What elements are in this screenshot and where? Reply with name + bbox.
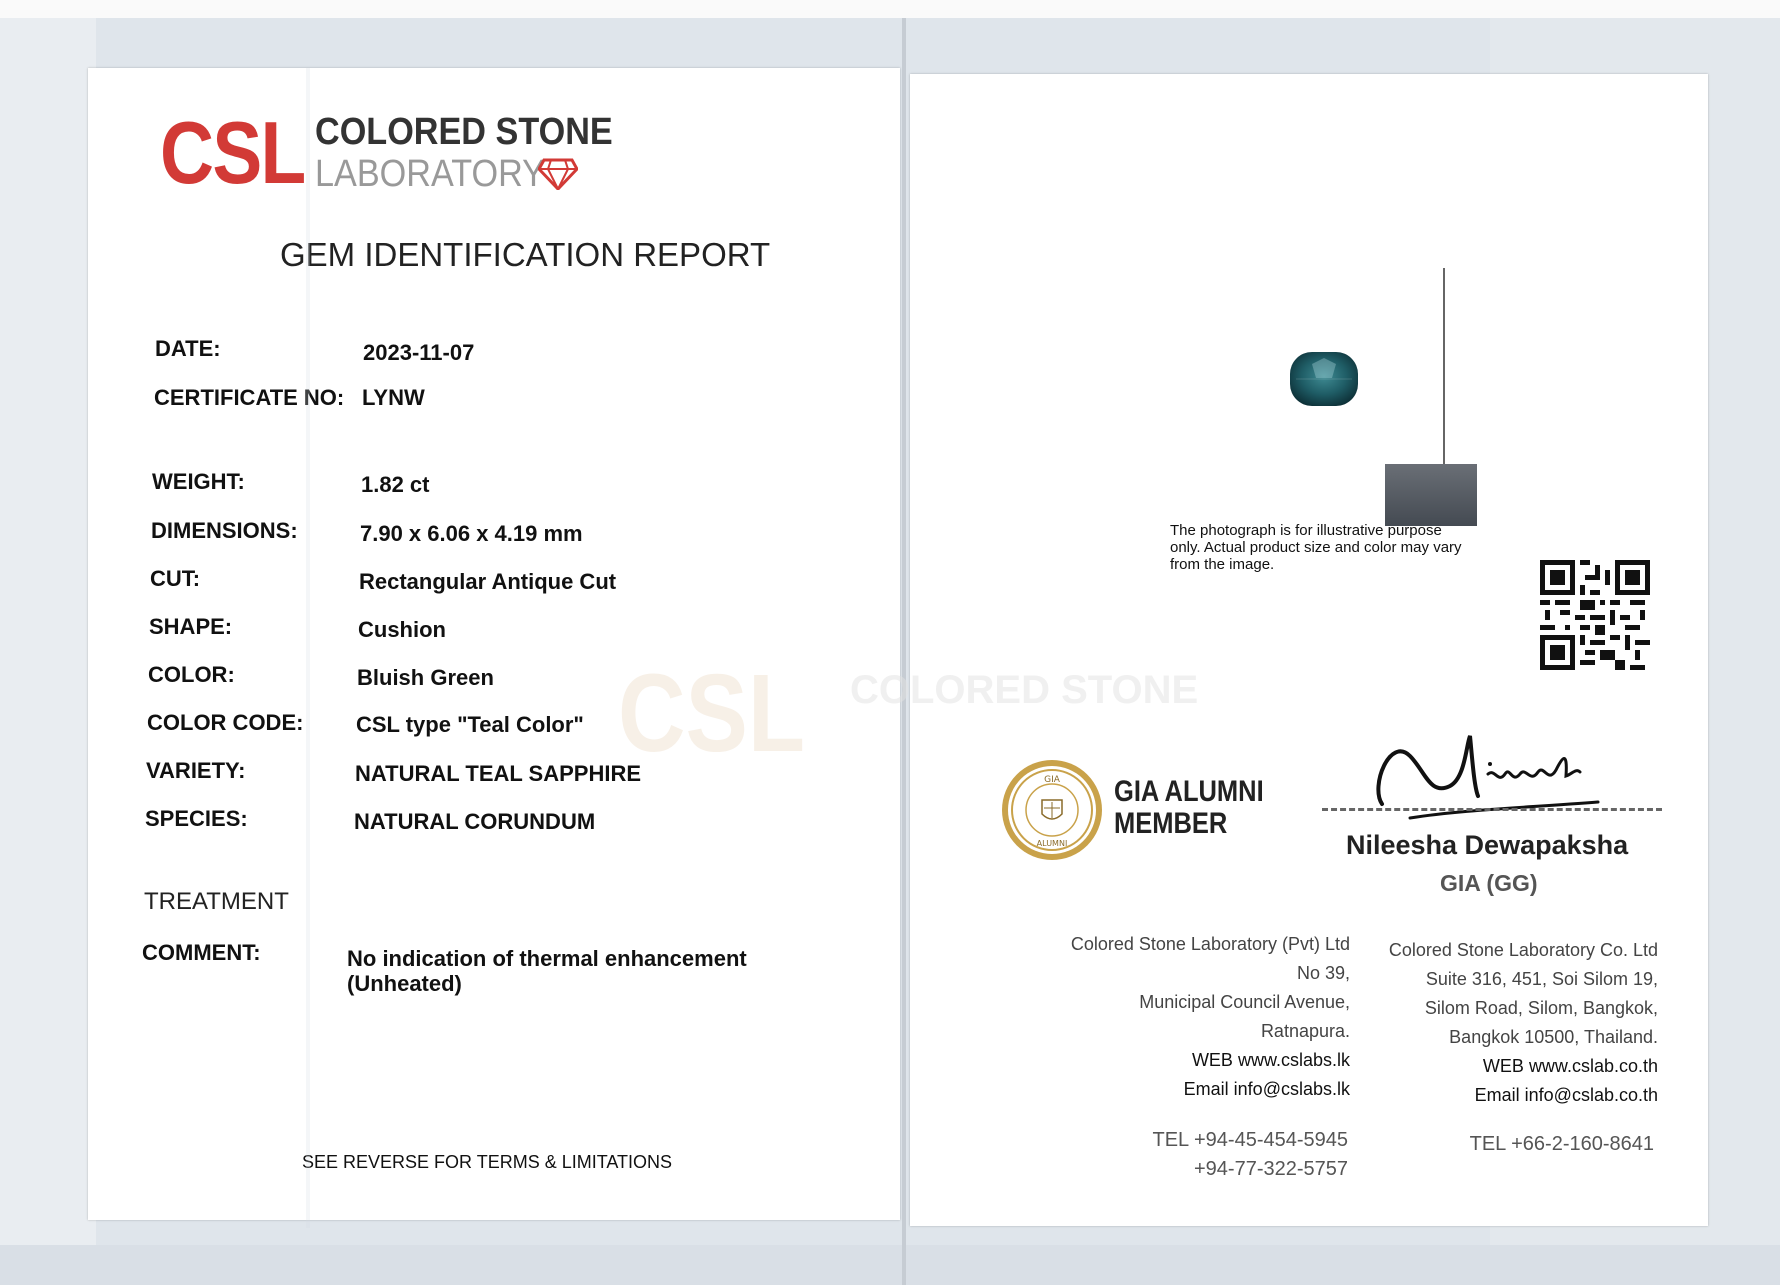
- treatment-heading: TREATMENT: [144, 888, 289, 915]
- th-tel-label: TEL: [1469, 1133, 1506, 1155]
- variety-value: NATURAL TEAL SAPPHIRE: [355, 761, 642, 786]
- color-code-value: CSL type "Teal Color": [356, 712, 584, 737]
- seal-bottom-text: ALUMNI: [1036, 839, 1068, 848]
- date-label: DATE:: [155, 336, 221, 361]
- report-title: GEM IDENTIFICATION REPORT: [280, 236, 771, 273]
- weight-label: WEIGHT:: [152, 469, 245, 494]
- address-sri-lanka: [1071, 930, 1350, 1104]
- color-value: Bluish Green: [357, 665, 494, 690]
- th-web-row: [1389, 1052, 1658, 1081]
- date-value: 2023-11-07: [363, 340, 475, 365]
- comment-label: COMMENT:: [142, 940, 261, 965]
- lk-web-link[interactable]: www.cslabs.lk: [1237, 1050, 1350, 1070]
- lk-company: Colored Stone Laboratory (Pvt) Ltd: [1070, 934, 1350, 954]
- signature-line: [1322, 808, 1662, 811]
- lk-email-label: Email: [1183, 1079, 1229, 1099]
- lk-address-line-3: Ratnapura.: [1260, 1021, 1350, 1041]
- th-email-label: Email: [1474, 1085, 1520, 1105]
- gemstone-photo: [1288, 350, 1360, 408]
- lk-tel-label: TEL: [1152, 1129, 1189, 1151]
- address-thailand: [1389, 936, 1658, 1110]
- page-fold: [902, 18, 906, 1285]
- gia-line-1: GIA ALUMNI: [1114, 775, 1264, 808]
- shape-value: Cushion: [358, 617, 446, 642]
- sleeve-band-left: [0, 18, 96, 1285]
- seal-top-text: GIA: [1044, 775, 1060, 785]
- lk-address-line-2: Municipal Council Avenue,: [1139, 992, 1350, 1012]
- logo-mark: CSL: [160, 103, 305, 202]
- lk-tel-2: +94-77-322-5757: [1193, 1158, 1348, 1180]
- lk-tel-row-1: [1152, 1126, 1348, 1155]
- photo-disclaimer: The photograph is for illustrative purpose only. Actual product size and color may vary from the image.: [1170, 522, 1462, 573]
- comment-value: [347, 946, 797, 996]
- logo-line-2: LABORATORY: [315, 153, 545, 195]
- th-address-line-3: Bangkok 10500, Thailand.: [1449, 1027, 1658, 1047]
- shape-label: SHAPE:: [149, 614, 233, 639]
- watermark-text: COLORED STONE: [850, 668, 1199, 712]
- gia-alumni-seal-icon: [1000, 758, 1104, 862]
- th-tel-row: [1470, 1130, 1654, 1159]
- scan-top-strip: [0, 0, 1780, 19]
- comment-line-1: No indication of thermal enhancement: [347, 946, 747, 971]
- species-value: NATURAL CORUNDUM: [354, 809, 596, 834]
- th-address-line-1: Suite 316, 451, Soi Silom 19,: [1425, 969, 1658, 989]
- qr-code[interactable]: [1540, 560, 1650, 670]
- signature-image: [1370, 726, 1600, 826]
- comment-line-2: (Unheated): [347, 971, 462, 996]
- th-email-link[interactable]: info@cslab.co.th: [1524, 1085, 1658, 1105]
- lk-tel-1: +94-45-454-5945: [1193, 1129, 1348, 1151]
- dimensions-label: DIMENSIONS:: [151, 518, 298, 543]
- gia-alumni-label: [1114, 776, 1264, 840]
- species-label: SPECIES:: [145, 806, 248, 831]
- signer-title: GIA (GG): [1440, 870, 1538, 896]
- lk-address-line-1: No 39,: [1296, 963, 1350, 983]
- photo-scale-block: [1385, 464, 1477, 526]
- watermark-mark: CSL: [618, 652, 805, 775]
- terms-note: SEE REVERSE FOR TERMS & LIMITATIONS: [302, 1152, 673, 1172]
- certificate-value: LYNW: [362, 385, 425, 410]
- lk-web-row: [1071, 1046, 1350, 1075]
- th-company: Colored Stone Laboratory Co. Ltd: [1388, 940, 1658, 960]
- cut-label: CUT:: [150, 566, 201, 591]
- th-phone-block: [1470, 1130, 1654, 1159]
- color-code-label: COLOR CODE:: [147, 710, 304, 735]
- th-web-label: WEB: [1482, 1056, 1524, 1076]
- signer-name: Nileesha Dewapaksha: [1346, 830, 1629, 860]
- gia-line-2: MEMBER: [1114, 807, 1228, 840]
- th-tel: +66-2-160-8641: [1511, 1133, 1654, 1155]
- cut-value: Rectangular Antique Cut: [359, 569, 617, 594]
- th-address-line-2: Silom Road, Silom, Bangkok,: [1424, 998, 1658, 1018]
- color-label: COLOR:: [148, 662, 235, 687]
- th-email-row: [1389, 1081, 1658, 1110]
- lk-email-link[interactable]: info@cslabs.lk: [1233, 1079, 1350, 1099]
- photo-scale-line: [1443, 268, 1445, 464]
- lk-phone-block: [1152, 1126, 1348, 1184]
- th-web-link[interactable]: www.cslab.co.th: [1528, 1056, 1658, 1076]
- variety-label: VARIETY:: [146, 758, 246, 783]
- lk-web-label: WEB: [1191, 1050, 1233, 1070]
- dimensions-value: 7.90 x 6.06 x 4.19 mm: [360, 521, 583, 546]
- logo-line-1: COLORED STONE: [315, 111, 613, 153]
- weight-value: 1.82 ct: [361, 472, 430, 497]
- scan-bottom-strip: [0, 1245, 1780, 1285]
- certificate-label: CERTIFICATE NO:: [154, 385, 345, 410]
- diamond-icon: [538, 158, 578, 190]
- lk-email-row: [1071, 1075, 1350, 1104]
